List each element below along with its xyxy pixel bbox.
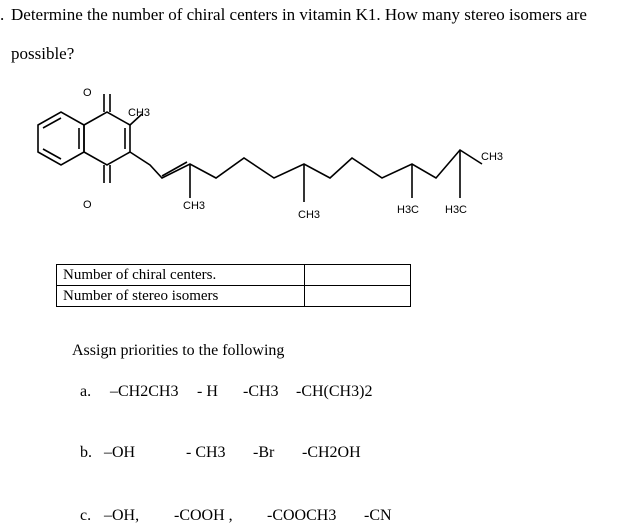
option-a-group-1: –CH2CH3 <box>110 383 179 400</box>
methyl-right-label: CH3 <box>481 151 504 163</box>
row-label-chiral: Number of chiral centers. <box>57 265 305 286</box>
option-c-group-3: -COOCH3 <box>267 507 337 524</box>
option-c-group-4: -CN <box>364 507 392 524</box>
option-a-group-4: -CH(CH3)2 <box>296 383 373 400</box>
option-a-letter: a. <box>80 383 92 400</box>
branch-4-label: H3C <box>445 204 468 216</box>
option-b-letter: b. <box>80 444 92 461</box>
option-c-group-1: –OH, <box>104 507 140 524</box>
benzene-ring <box>38 112 84 165</box>
row-label-isomers: Number of stereo isomers <box>57 286 305 307</box>
table-row <box>57 286 411 307</box>
quinone-ring <box>84 112 130 165</box>
branch-3-label: H3C <box>397 204 420 216</box>
question-line-2: possible? <box>11 44 75 63</box>
priorities-heading: Assign priorities to the following <box>72 342 285 359</box>
question-number: . <box>0 5 5 24</box>
chiral-centers-answer-cell[interactable] <box>305 265 411 286</box>
option-c-group-2: -COOH , <box>174 507 233 524</box>
option-a-group-2: - H <box>197 383 218 400</box>
branch-1-label: CH3 <box>183 200 206 212</box>
answer-table <box>56 264 411 307</box>
option-c-letter: c. <box>80 507 92 524</box>
stereo-isomers-answer-cell[interactable] <box>305 286 411 307</box>
option-a-group-3: -CH3 <box>243 383 279 400</box>
option-b-group-1: –OH <box>104 444 136 461</box>
option-b-group-3: -Br <box>253 444 275 461</box>
option-b-group-2: - CH3 <box>186 444 226 461</box>
branch-2-label: CH3 <box>298 209 321 221</box>
question-line-1: Determine the number of chiral centers in vitamin K1. How many stereo isomers are <box>11 5 587 24</box>
vitamin-k1-structure <box>0 80 618 230</box>
oxygen-top-label: O <box>83 87 92 99</box>
methyl-top-label: CH3 <box>128 107 151 119</box>
option-b-group-4: -CH2OH <box>302 444 361 461</box>
table-row <box>57 265 411 286</box>
oxygen-bottom-label: O <box>83 199 92 211</box>
